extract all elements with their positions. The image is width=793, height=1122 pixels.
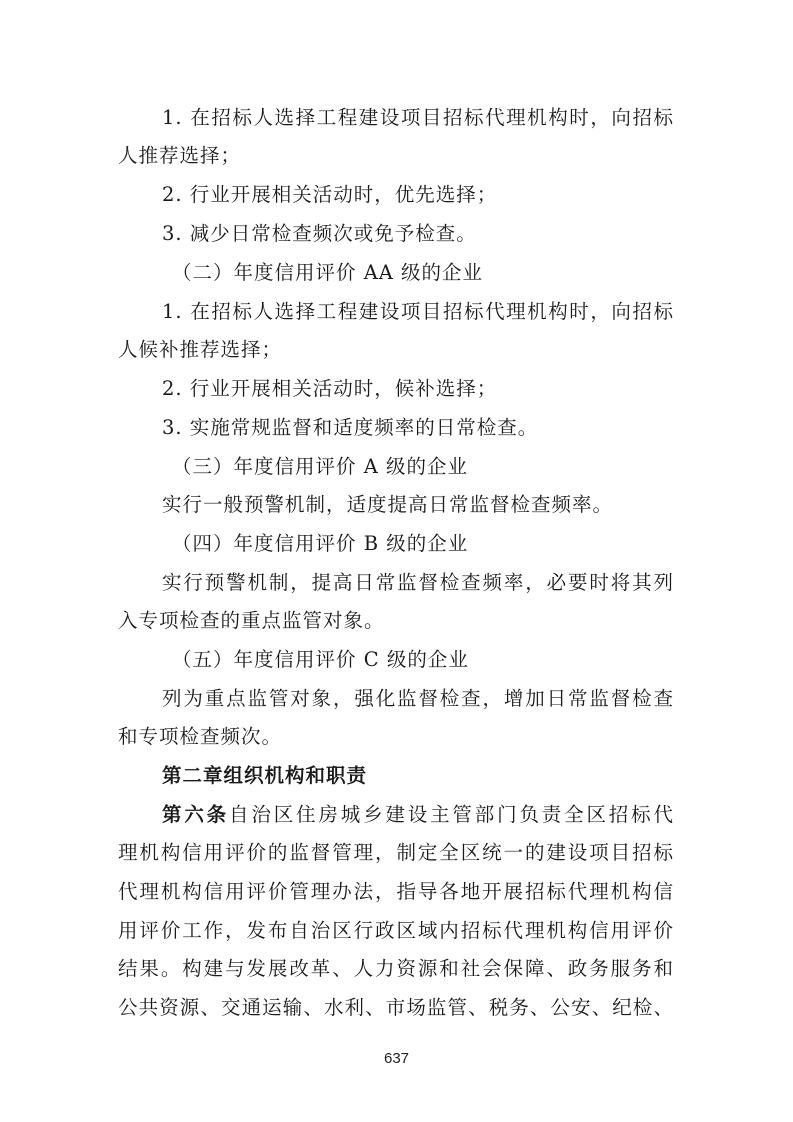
text-line: 1. 在招标人选择工程建设项目招标代理机构时，向招标 — [162, 106, 674, 129]
article-text: 自治区住房城乡建设主管部门负责全区招标代 — [229, 803, 674, 826]
text-line: 1. 在招标人选择工程建设项目招标代理机构时，向招标 — [162, 300, 674, 323]
text-line: 实行预警机制，提高日常监督检查频率，必要时将其列 — [162, 571, 674, 594]
article-label: 第六条 — [162, 803, 230, 826]
text-line: 实行一般预警机制，适度提高日常监督检查频率。 — [162, 493, 614, 516]
section-heading: （二）年度信用评价 AA 级的企业 — [172, 261, 484, 284]
text-line: 理机构信用评价的监督管理，制定全区统一的建设项目招标 — [118, 841, 674, 864]
section-heading: （三）年度信用评价 A 级的企业 — [172, 455, 468, 478]
text-line: 人候补推荐选择； — [118, 338, 283, 361]
text-line: 3. 减少日常检查频次或免予检查。 — [162, 222, 477, 245]
text-line: 3. 实施常规监督和适度频率的日常检查。 — [162, 416, 539, 439]
text-line: 入专项检查的重点监管对象。 — [118, 609, 385, 632]
text-line: 2. 行业开展相关活动时，优先选择； — [162, 183, 498, 206]
text-line: 2. 行业开展相关活动时，候补选择； — [162, 377, 498, 400]
page-number: 637 — [383, 1050, 410, 1067]
text-line: 列为重点监管对象，强化监督检查，增加日常监督检查 — [162, 687, 674, 710]
text-line: 用评价工作，发布自治区行政区域内招标代理机构信用评价 — [118, 919, 674, 942]
text-line: 和专项检查频次。 — [118, 725, 283, 748]
chapter-heading: 第二章组织机构和职责 — [162, 764, 368, 787]
text-line: 结果。构建与发展改革、人力资源和社会保障、政务服务和 — [118, 957, 674, 980]
text-line: 人推荐选择； — [118, 144, 242, 167]
text-line: 代理机构信用评价管理办法，指导各地开展招标代理机构信 — [118, 880, 674, 903]
article-line — [162, 801, 674, 829]
text-line: 公共资源、交通运输、水利、市场监管、税务、公安、纪检、 — [118, 996, 674, 1019]
section-heading: （五）年度信用评价 C 级的企业 — [172, 648, 469, 671]
section-heading: （四）年度信用评价 B 级的企业 — [172, 532, 469, 555]
